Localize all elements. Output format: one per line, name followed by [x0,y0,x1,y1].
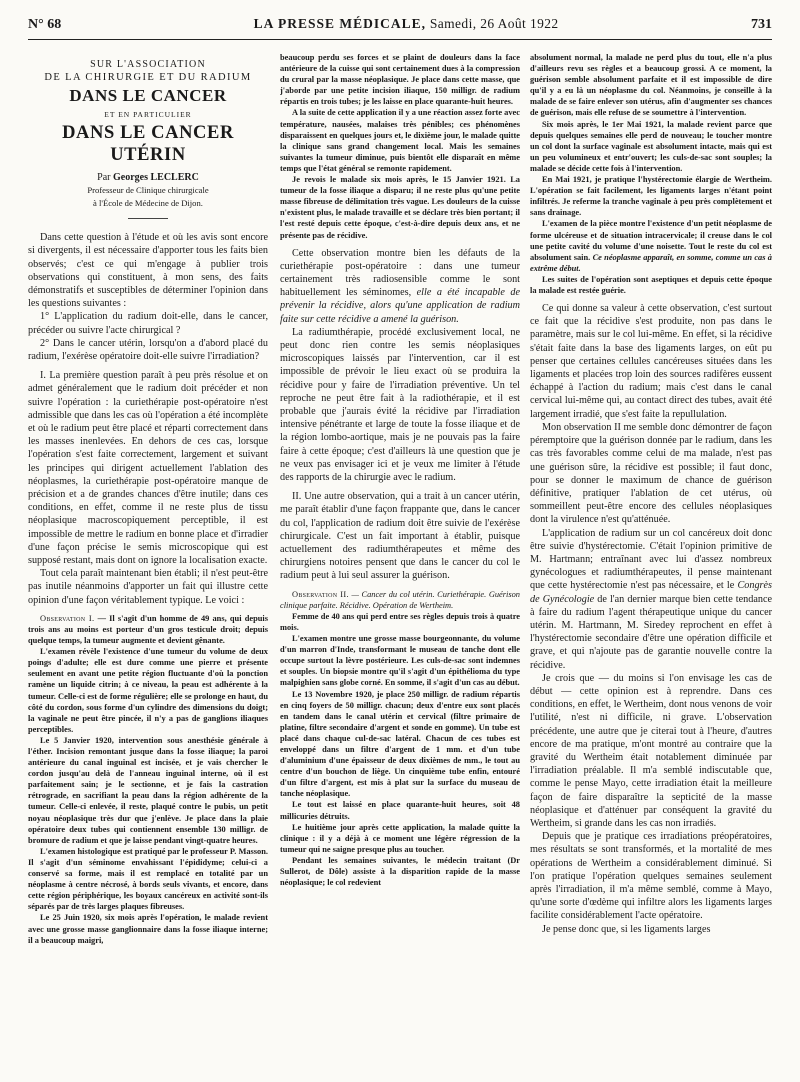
paragraph: absolument normal, la malade ne perd plus du tout, elle n'a plus d'ailleurs revu ses règles et a beaucoup grossi. A ce moment, la guérison semble absolument parfaite et il est impossible de dire qu'il y a eu là un néoplasme du col. Néanmoins, je conseille à la malade de se faire enlever son utérus, afin d'augmenter ses chances de guérison, mais elle refuse de se soumettre à l'intervention. [530,53,772,118]
article-title: DANS LE CANCER UTÉRIN [62,123,234,166]
title-line-3: DANS LE CANCER [69,86,227,105]
paragraph: Le 25 Juin 1920, six mois après l'opération, le malade revient avec une grosse masse ganglionnaire dans la fosse iliaque interne; il a beaucoup maigri, [28,913,268,945]
page-number: N° 68 [28,17,62,32]
paragraph: Je revois le malade six mois après, le 15 Janvier 1921. La tumeur de la fosse iliaque a disparu; il ne reste plus qu'une petite masse fibreuse de délimitation très vague. Les douleurs de la cuisse n'existent plus, le malade travaille et se déclare très bien portant; il l'est resté depuis cette époque, c'est-à-dire depuis deux ans, et ne présente pas de récidive. [280,175,520,240]
title-line-1: SUR L'ASSOCIATION [90,59,206,70]
paragraph: A la suite de cette application il y a une réaction assez forte avec température, nausées, malaises très pénibles; ces phénomènes disparaissent en quelques jours et, le dixième jour, le malade quitte la clinique sans grand changement local. Mais les semaines suivantes la tumeur diminue, puis bientôt elle disparaît en même temps que l'état général se remonte rapidement. [280,108,520,173]
observation-label: Observation I. [40,613,95,623]
paragraph-text: L'examen de la pièce montre l'existence d'un petit néoplasme de forme ulcéreuse et de situation intracervicale; il creuse dans le col une petite cavité du volume d'une noisette. Tout le reste du col est absolument sain. [530,219,772,262]
title-separator [128,218,168,219]
paragraph: Le 5 Janvier 1920, intervention sous anesthésie générale à l'éther. Incision remontant jusque dans la fosse iliaque; la paroi antérieure du canal inguinal est incisée, et je vais chercher le cordon jusqu'au delà de l'anneau inguinal interne, où il est parfaitement sain; je le sectionne, et je fais la castration rétrograde, en sacrifiant la peau dans la région adhérente de la tumeur. Celle-ci enlevée, il reste, plaqué contre le pubis, un petit noyau néoplasique très dur que j'enlève. Je place dans la plaie opératoire deux tubes qui contiennent ensemble 130 milligr. de bromure de radium et que je laisse pendant vingt-quatre heures. [28,735,268,845]
paragraph: En Mai 1921, je pratique l'hystérectomie élargie de Wertheim. L'opération se fait facilement, les ligaments larges n'étant point infiltrés. Je referme la tranche vaginale à peu près complètement et sans drainage. [530,175,772,218]
author-affiliation-2: à l'École de Médecine de Dijon. [93,197,203,208]
italic-emphasis: elle a été incapable de prévenir la récidive, alors qu'une application de radium faite sur cette récidive a amené la guérison. [280,287,520,325]
observation-text: — Il s'agit d'un homme de 49 ans, qui depuis trois ans au moins est porteur d'un gros testicule droit; depuis quelque temps, la tumeur augmente et devient gênante. [28,613,268,646]
author-affiliation-1: Professeur de Clinique chirurgicale [87,185,209,196]
column-2 [280,52,520,1072]
folio: 731 [750,17,772,32]
paragraph: 2° Dans le cancer utérin, lorsqu'on a d'abord placé du radium, l'exérèse opératoire doit-elle suivre l'irradiation? [28,337,268,363]
observation-2 [280,589,520,611]
paragraph: Dans cette question à l'étude et où les avis sont encore si divergents, il est nécessaire d'apporter tous les faits bien observés; c'est ce qui m'engage à publier trois observations qui constituent, à mon sens, des faits démonstratifs et susceptibles de déterminer l'opinion dans les questions suivantes : [28,232,268,310]
paragraph: L'examen montre une grosse masse bourgeonnante, du volume d'un marron d'Inde, transformant le museau de tanche dont elle occupe surtout la lèvre postérieure. Les culs-de-sac sont indemnes et souples. Un biopsie montre qu'il s'agit d'un épithélioma du type malpighien sans globe corné. En somme, il s'agit d'un cas au début. [280,634,520,688]
column-1 [28,52,268,1072]
paragraph: Je crois que — du moins si l'on envisage les cas de début — cette opinion est à reprendre. Dans ces conditions, en effet, le Wertheim, dont nous venons de voir l'utilité, n'est ni difficile, ni grave. L'observation précédente, une autre que je citerai tout à l'heure, d'autres encore de ma pratique, m'ont montré au contraire que la gravité du Wertheim était notablement diminuée par l'irradiation préalable. Il m'a semblé indiscutable que, comme le pense Mayo, cette irradiation était la meilleure façon de faire disparaître la septicité de la masse néoplasique et d'atténuer par conséquent la gravité du Wertheim, si grande dans les cas non irradiés. [530,672,772,829]
running-title [254,16,559,32]
paragraph: Femme de 40 ans qui perd entre ses règles depuis trois à quatre mois. [280,611,520,632]
title-line-2: DE LA CHIRURGIE ET DU RADIUM [44,72,252,83]
page-header [28,16,772,40]
paragraph: Le tout est laissé en place quarante-huit heures, soit 48 millicuries détruits. [280,800,520,821]
paragraph: L'examen révèle l'existence d'une tumeur du volume de deux poings d'adulte; elle est dure comme une pierre et présente seulement en avant une petite région fluctuante d'où la ponction ramène un liquide citrin; à ce niveau, la peau est adhérente à la tumeur. Celle-ci est de forme régulière; elle se prolonge en haut, du côté du cordon, sous forme d'un cylindre des dimensions du doigt; la vaginale ne peut être pincée, il n'y a pas de ganglions iliaques perceptibles. [28,647,268,734]
paragraph: II. Une autre observation, qui a trait à un cancer utérin, me paraît établir d'une façon frappante que, dans le cancer du col, l'application de radium doit être suivie de l'exérèse chirurgicale. C'est un fait important à établir, puisque actuellement des radiumthérapeutes et même des chirurgiens notoires pensent que dans le cancer du col le radium peut à lui seul assurer la guérison. [280,491,520,582]
paragraph: Depuis que je pratique ces irradiations préopératoires, mes résultats se sont transformés, et la mortalité de mes opérations de Wertheim a considérablement diminué. Si l'on pratique l'opération quelques semaines seulement après l'irradiation, il m'a même semblé, comme à Mayo, qu'une sorte d'œdème qui infiltre alors les ligaments larges facilite considérablement l'acte opératoire. [530,831,772,922]
observation-1 [28,613,268,646]
paragraph: L'examen histologique est pratiqué par le professeur P. Masson. Il s'agit d'un séminome envahissant l'épididyme; celui-ci a conservé sa forme, mais il est remplacé en totalité par un néoplasme à centre nécrosé, à bords seuls vivants, et encore, dans cette région périphérique, les boyaux cancéreux en activité sont-ils séparés par de très larges plaques fibreuses. [28,846,268,912]
title-line-4: ET EN PARTICULIER [104,110,192,119]
paragraph: Je pense donc que, si les ligaments larges [542,923,711,935]
paragraph: Le huitième jour après cette application, la malade quitte la clinique : il y a déjà à ce moment une légère régression de la tumeur qui ne saigne presque plus au toucher. [280,822,520,854]
paragraph-text: de l'an dernier marque bien cette tendance à faire du radium l'agent thérapeutique unique du cancer utérin. M. Hartmann, M. Siredey reprochent en effet à l'hystérectomie secondaire d'être une opération difficile et grave, et qui n'ajoute pas de garantie nouvelle contre la récidive. [530,593,772,671]
paragraph: Ce qui donne sa valeur à cette observation, c'est surtout ce fait que la récidive s'est produite, non pas dans le paramètre, mais sur le col lui-même. En effet, si la récidive s'était faite dans la base des ligaments larges, on eût pu penser que certaines cellules cancéreuses situées dans les ligaments et placées trop loin des sources radifères eussent échappé à l'action du radium; mais c'est dans le canal cervical lui-même qui, au contact direct des tubes, avait été largement irradié, que s'est faite la repullulation. [530,303,772,420]
paragraph: Six mois après, le 1er Mai 1921, la malade revient parce que depuis quelques semaines elle perd de nouveau; le toucher montre un col dont la surface vaginale est absolument intacte, mais qui est un peu volumineux et entr'ouvert; les culs-de-sac sont souples; la malade se décide cette fois à l'intervention. [530,119,772,173]
paragraph: Tout cela paraît maintenant bien établi; il n'est peut-être pas inutile néanmoins d'apporter un fait qui illustre cette opinion d'une façon véritablement typique. Le voici : [28,568,268,606]
issue-date: Samedi, 26 Août 1922 [429,16,559,31]
italic-emphasis: Ce néoplasme apparaît, en somme, comme un cas à extrême début. [530,252,772,273]
italic-emphasis: Congrès de Gynécologie [530,580,772,605]
column-3 [530,52,772,1072]
author-name: Georges LECLERC [113,172,199,184]
article-title-block [28,58,268,219]
paragraph: 1° L'application du radium doit-elle, dans le cancer, précéder ou suivre l'acte chirurgical ? [28,311,268,336]
author-line [28,172,268,183]
paragraph: Pendant les semaines suivantes, le médecin traitant (Dr Sullerot, de Dôle) assiste à la disparition rapide de la masse néoplasique; le col redevient [280,855,520,888]
observation-label: Observation II. [292,589,349,599]
paragraph [530,527,772,672]
paragraph [280,247,520,326]
paragraph: I. La première question paraît à peu près résolue et on admet généralement que le radium doit précéder et non suivre l'opération : la curiethérapie post-opératoire n'est admissible que dans les cas où l'opération a été incomplète et où le radium peut être placé et réparti correctement dans les masses inenlevées. En dehors de ces cas, lorsque l'opération s'est faite correctement, largement et suivant les principes qui dirigent actuellement l'ablation des néoplasmes, la curiethérapie post-opératoire manque de précision et a de grandes chances d'être inutile; dans ces conditions, en effet, comme il ne reste plus de tissu néoplasique macroscopiquement perceptible, il est impossible de mettre le radium en bonne place et d'irradier d'une façon précise le semis microscopique qui est supposé restant, mais dont on ignore la localisation exacte. [28,370,268,567]
paragraph: Mon observation II me semble donc démontrer de façon péremptoire que la guérison donnée par le radium, dans les cas très favorables comme celui de ma malade, n'est pas une guérison sûre, la récidive est possible; il faut donc, pour se donner le maximum de chance de guérison définitive, pratiquer l'ablation de cet utérus, où sommeillent peut-être encore des cellules néoplasiques dont la virulence n'est qu'atténuée. [530,421,772,526]
paragraph: Le 13 Novembre 1920, je place 250 milligr. de radium répartis en cinq foyers de 50 milligr. chacun; deux d'entre eux sont placés en tandem dans le canal utérin et cervical (filtre primaire de platine, filtre secondaire d'argent et sonde en gomme). Un tube est placé dans chaque cul-de-sac latéral. Chacun de ces tubes est enveloppé dans un filtre d'argent de 1 mm. et d'un tube d'aluminium d'une épaisseur de deux dixièmes de mm., le tout au centre d'un bouchon de liège. Un cinquième tube enfin, entouré d'un filtre d'argent, est mis à plat sur la surface du museau de tanche néoplasique. [280,689,520,799]
paragraph: La radiumthérapie, procédé exclusivement local, ne peut donc rien contre les semis néoplasiques microscopiques laissés par l'intervention, car il est impossible de prévoir le lieu exact où se produira la récidive pour y faire de l'irradiation préventive. Un tel reproche ne peut être fait à la radiothérapie, et il est probable que j'aurais évité la récidive par l'irradiation intensive pénétrante et large de toute la fosse iliaque et de la région lombo-aortique, mais je ne pouvais pas la faire faire à cette époque; c'est d'ailleurs là une question que je ne veux pas envisager ici et je veux me limiter à l'étude des rapports de la chirurgie avec le radium. [280,326,520,484]
paragraph-text: L'application de radium sur un col cancéreux doit donc être suivie d'hystérectomie. C'était l'opinion primitive de M. Hartmann; entraînant avec lui d'assez nombreux gynécologues et radiumthérapeutes, il pense maintenant que cette hystérectomie n'est pas nécessaire, et le [530,527,772,592]
observation-text: — Cancer du col utérin. Curiethérapie. Guérison clinique parfaite. Récidive. Opération de Wertheim. [280,589,520,610]
paragraph [530,218,772,273]
paragraph-text: Cette observation montre bien les défauts de la curiethérapie post-opératoire : dans une tumeur certainement très radiosensible comme le sont habituellement les séminomes, [280,247,520,299]
author-prefix: Par [97,172,111,184]
paragraph: Les suites de l'opération sont aseptiques et depuis cette époque la malade est restée guérie. [530,274,772,295]
journal-name: LA PRESSE MÉDICALE, [253,16,427,31]
paragraph: beaucoup perdu ses forces et se plaint de douleurs dans la face antérieure de la cuisse qui sont certainement dues à la compression du crural par la masse néoplasique. Je place dans cette masse, que j'aborde par une petite incision iliaque, 150 milligr. de radium répartis en trois tubes; je les laisse en place quarante-huit heures. [280,53,520,107]
